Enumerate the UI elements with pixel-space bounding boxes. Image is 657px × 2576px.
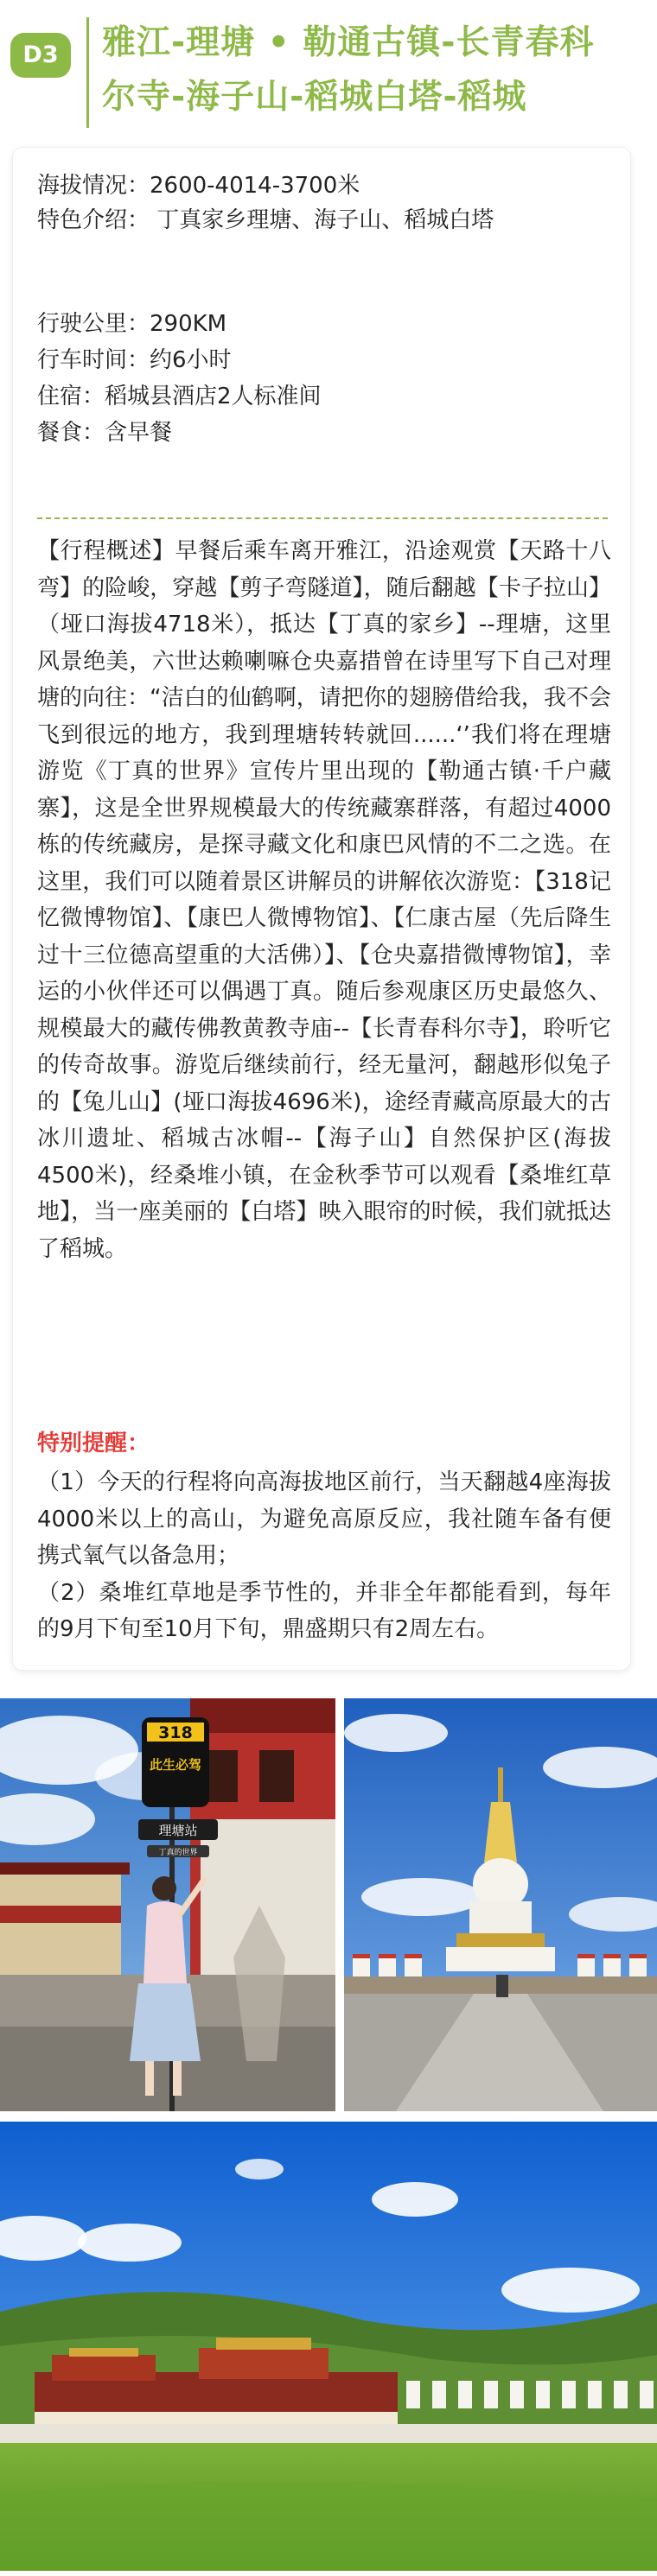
day-badge: D3	[10, 33, 71, 78]
sign-318-label: 318	[158, 1723, 193, 1742]
grassland-monastery-image	[0, 2122, 657, 2571]
itinerary-card	[12, 147, 631, 1671]
features-info: 特色介绍： 丁真家乡理塘、海子山、稻城白塔	[37, 207, 494, 233]
reminder-title: 特别提醒：	[37, 1431, 150, 1456]
route-title-line-1: 雅江-理塘 • 勒通古镇-长青春科	[102, 23, 595, 62]
day-header	[0, 0, 657, 130]
meals-info: 餐食：含早餐	[37, 420, 173, 446]
itinerary-overview: 【行程概述】早餐后乘车离开雅江，沿途观赏【天路十八弯】的险峻，穿越【剪子弯隧道】，随后翻越【卡子拉山】（垭口海拔4718米），抵达【丁真的家乡】--理塘，这里风景绝美，六世达赖喇嘛仓央嘉措曾在诗里写下自己对理塘的向往：“洁白的仙鹤啊，请把你的翅膀借给我，我不会飞到很远的地方，我到理塘转转就回......‘’我们将在理塘游览《丁真的世界》宣传片里出现的【勒通古镇·千户藏寨】，这是全世界规模最大的传统藏寨群落，有超过4000栋的传统藏房，是探寻藏文化和康巴风情的不二之选。在这里，我们可以随着景区讲解员的讲解依次游览：【318记忆微博物馆】、【康巴人微博物馆】、【仁康古屋（先后降生过十三位德高望重的大活佛）】、【仓央嘉措微博物馆】，幸运的小伙伴还可以偶遇丁真。随后参观康区历史最悠久、规模最大的藏传佛教黄教寺庙--【长青春科尔寺】，聆听它的传奇故事。游览后继续前行，经无量河，翻越形似兔子的【兔儿山】(垭口海拔4696米)，途经青藏高原最大的古冰川遗址、稻城古冰帽--【海子山】自然保护区(海拔4500米)，经桑堆小镇，在金秋季节可以观看【桑堆红草地】，当一座美丽的【白塔】映入眼帘的时候，我们就抵达了稻城。	[37, 538, 611, 1262]
reminder-item-2: （2）桑堆红草地是季节性的，并非全年都能看到，每年的9月下旬至10月下旬，鼎盛期只有2周左右。	[37, 1579, 611, 1642]
white-stupa-image	[344, 1698, 657, 2111]
litang-town-photo	[0, 1698, 335, 2111]
drive-time-info: 行车时间：约6小时	[37, 347, 232, 373]
litang-town-image	[0, 1698, 335, 2111]
white-stupa-photo	[344, 1698, 657, 2111]
header-divider	[86, 17, 89, 128]
dashed-divider	[37, 517, 608, 519]
sign-station-label: 理塘站	[158, 1823, 198, 1838]
reminder-list	[37, 1464, 611, 1648]
sign-slogan-label: 此生必驾	[149, 1757, 202, 1773]
altitude-info: 海拔情况：2600-4014-3700米	[37, 173, 360, 199]
route-title	[102, 16, 647, 124]
distance-info: 行驶公里：290KM	[37, 311, 227, 337]
route-title-line-2: 尔寺-海子山-稻城白塔-稻城	[102, 78, 527, 117]
sign-small-label: 丁真的世界	[158, 1849, 198, 1857]
grassland-monastery-photo	[0, 2122, 657, 2571]
lodging-info: 住宿：稻城县酒店2人标准间	[37, 384, 322, 409]
reminder-item-1: （1）今天的行程将向高海拔地区前行，当天翻越4座海拔4000米以上的高山，为避免高原反应，我社随车备有便携式氧气以备急用；	[37, 1469, 611, 1569]
